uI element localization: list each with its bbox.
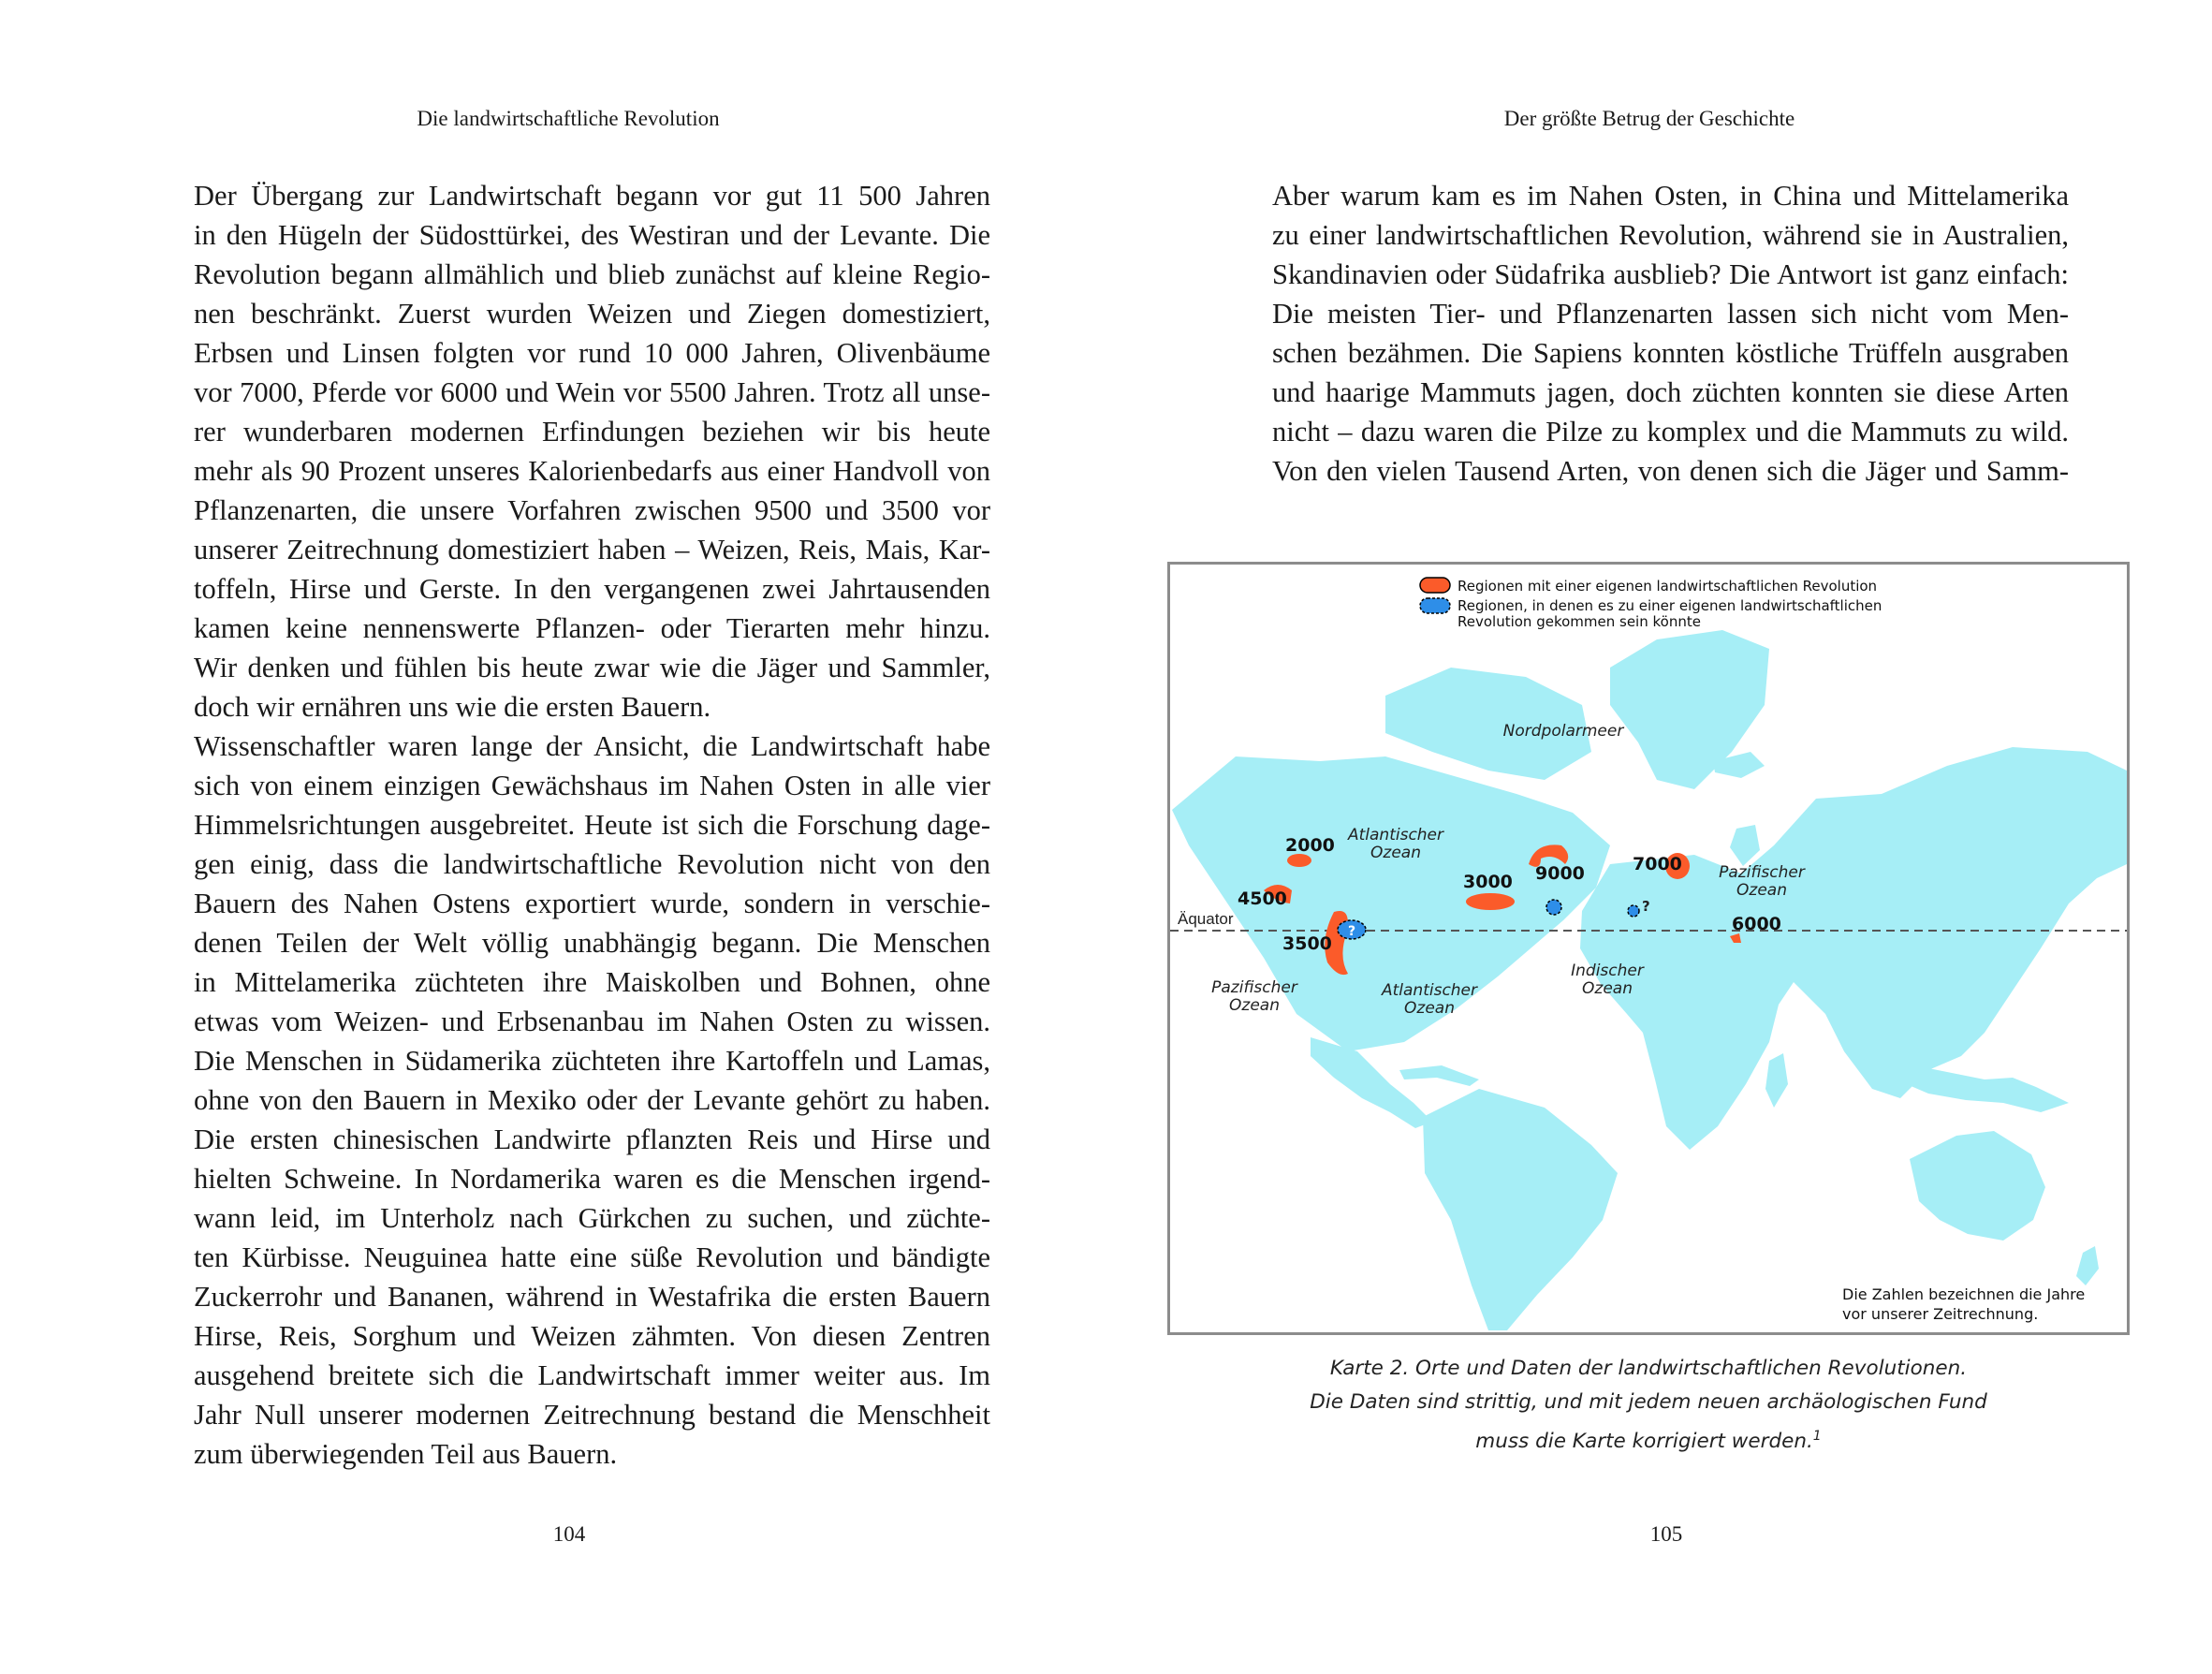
text-line: Wir denken und fühlen bis heute zwar wie die Jäger und Sammler,	[194, 652, 990, 683]
running-head-left: Die landwirtschaftliche Revolution	[417, 107, 720, 130]
map-note-line-1: Die Zahlen bezeichnen die Jahre	[1842, 1285, 2086, 1303]
text-line: Jahr Null unserer modernen Zeitrechnung bestand die Menschheit	[194, 1399, 990, 1431]
label-2000: 2000	[1285, 835, 1335, 856]
caption-line-1: Karte 2. Orte und Daten der landwirtschaftlichen Revolutionen.	[1329, 1357, 1968, 1380]
text-line: kamen keine nennenswerte Pflanzen- oder Tierarten mehr hinzu.	[194, 612, 990, 644]
text-line: Die Menschen in Südamerika züchteten ihre Kartoffeln und Lamas,	[194, 1045, 990, 1077]
page-number-left: 104	[552, 1522, 586, 1546]
label-atlantic-north-1: Atlantischer	[1347, 826, 1444, 844]
text-line: unserer Zeitrechnung domestiziert haben – Weizen, Reis, Mais, Kar-	[194, 534, 990, 565]
caption-footnote: 1	[1812, 1429, 1822, 1444]
label-pacific-east-2: Ozean	[1229, 996, 1280, 1015]
text-line: mehr als 90 Prozent unseres Kalorienbedarfs aus einer Handvoll von	[194, 455, 990, 487]
paragraph	[163, 176, 990, 727]
label-pacific-west-2: Ozean	[1736, 881, 1787, 900]
text-line: Der Übergang zur Landwirtschaft begann vor gut 11 500 Jahren	[194, 180, 990, 212]
text-line: Revolution begann allmählich und blieb zunächst auf kleine Regio-	[194, 258, 990, 290]
text-line: Hirse, Reis, Sorghum und Weizen zähmten. Von diesen Zentren	[194, 1320, 990, 1352]
caption-line-2: Die Daten sind strittig, und mit jedem neuen archäologischen Fund	[1310, 1390, 1987, 1414]
text-line: zu einer landwirtschaftlichen Revolution, während sie in Australien,	[1272, 219, 2069, 251]
text-line: doch wir ernähren uns wie die ersten Bauern.	[194, 691, 711, 723]
world-map-figure	[1167, 562, 2130, 1335]
equator-label: Äquator	[1178, 910, 1234, 928]
label-pacific-east-1: Pazifischer	[1211, 978, 1297, 997]
label-3500: 3500	[1282, 933, 1332, 954]
label-3000: 3000	[1463, 872, 1513, 892]
caption-line-3	[1167, 1419, 2130, 1459]
map-note-line-2: vor unserer Zeitrechnung.	[1842, 1305, 2039, 1323]
legend-possible-label-2: Revolution gekommen sein könnte	[1458, 613, 1701, 630]
legend-origin-label: Regionen mit einer eigenen landwirtschaftlichen Revolution	[1458, 578, 1878, 595]
region-west-africa	[1466, 893, 1515, 910]
text-line: rer wunderbaren modernen Erfindungen beziehen wir bis heute	[194, 416, 990, 448]
text-line: Bauern des Nahen Ostens exportiert wurde, sondern in verschie-	[194, 888, 990, 919]
text-line: Wissenschaftler waren lange der Ansicht, die Landwirtschaft habe	[194, 730, 990, 762]
text-line: Skandinavien oder Südafrika ausblieb? Die Antwort ist ganz einfach:	[1272, 258, 2069, 290]
label-atlantic-south-1: Atlantischer	[1381, 981, 1478, 1000]
label-atlantic-north-2: Ozean	[1370, 844, 1421, 862]
region-india-marker: ?	[1642, 898, 1650, 915]
text-line: Himmelsrichtungen ausgebreitet. Heute ist sich die Forschung dage-	[194, 809, 990, 841]
text-line: Aber warum kam es im Nahen Osten, in China und Mittelamerika	[1272, 180, 2069, 212]
label-4500: 4500	[1238, 888, 1287, 909]
text-line: nicht – dazu waren die Pilze zu komplex und die Mammuts zu wild.	[1272, 416, 2069, 448]
legend-possible-swatch	[1420, 598, 1450, 613]
world-map	[1170, 565, 2127, 1332]
text-line: sich von einem einzigen Gewächshaus im Nahen Osten in alle vier	[194, 770, 990, 801]
label-indian-1: Indischer	[1571, 962, 1644, 980]
text-line: ohne von den Bauern in Mexiko oder der Levante gehört zu haben.	[194, 1084, 990, 1116]
region-india-possible	[1628, 905, 1639, 917]
text-line: Die meisten Tier- und Pflanzenarten lassen sich nicht vom Men-	[1272, 298, 2069, 330]
text-line: ten Kürbisse. Neuguinea hatte eine süße Revolution und bändigte	[194, 1241, 990, 1273]
text-line: Zuckerrohr und Bananen, während in Westafrika die ersten Bauern	[194, 1281, 990, 1313]
text-line: in Mittelamerika züchteten ihre Maiskolben und Bohnen, ohne	[194, 966, 990, 998]
map-caption	[1167, 1352, 2130, 1459]
text-line: hielten Schweine. In Nordamerika waren es die Menschen irgend-	[194, 1163, 990, 1195]
page-number-right: 105	[1649, 1522, 1683, 1546]
text-line: ausgehend breitete sich die Landwirtschaft immer weiter aus. Im	[194, 1359, 990, 1391]
label-7000: 7000	[1633, 854, 1682, 874]
region-ethiopia-possible	[1546, 900, 1561, 915]
label-6000: 6000	[1732, 914, 1781, 934]
label-atlantic-south-2: Ozean	[1404, 999, 1455, 1018]
text-line: nen beschränkt. Zuerst wurden Weizen und Ziegen domestiziert,	[194, 298, 990, 330]
text-line: Pflanzenarten, die unsere Vorfahren zwischen 9500 und 3500 vor	[194, 494, 990, 526]
left-page-body	[163, 176, 990, 1474]
text-line: Erbsen und Linsen folgten vor rund 10 000 Jahren, Olivenbäume	[194, 337, 990, 369]
legend-possible-label-1: Regionen, in denen es zu einer eigenen landwirtschaftlichen	[1458, 597, 1882, 614]
legend-origin-swatch	[1420, 578, 1450, 593]
caption-line-3-text: muss die Karte korrigiert werden.	[1475, 1430, 1813, 1454]
text-line: etwas vom Weizen- und Erbsenanbau im Nahen Osten zu wissen.	[194, 1006, 990, 1037]
label-pacific-west-1: Pazifischer	[1719, 863, 1805, 882]
text-line: in den Hügeln der Südosttürkei, des Westiran und der Levante. Die	[194, 219, 990, 251]
running-head-right: Der größte Betrug der Geschichte	[1503, 107, 1795, 130]
text-line: gen einig, dass die landwirtschaftliche Revolution nicht von den	[194, 848, 990, 880]
paragraph	[163, 727, 990, 1474]
label-9000: 9000	[1535, 863, 1585, 884]
text-line: schen bezähmen. Die Sapiens konnten köstliche Trüffeln ausgraben	[1272, 337, 2069, 369]
region-amazon-marker: ?	[1347, 924, 1356, 939]
text-line: vor 7000, Pferde vor 6000 und Wein vor 5500 Jahren. Trotz all unse-	[194, 376, 990, 408]
right-page-body	[1241, 176, 2069, 491]
text-line: wann leid, im Unterholz nach Gürkchen zu suchen, und züchte-	[194, 1202, 990, 1234]
text-line: Von den vielen Tausend Arten, von denen sich die Jäger und Samm-	[1272, 455, 2069, 487]
label-indian-2: Ozean	[1582, 979, 1633, 998]
paragraph	[1241, 176, 2069, 491]
text-line: denen Teilen der Welt völlig unabhängig begann. Die Menschen	[194, 927, 990, 959]
text-line: und haarige Mammuts jagen, doch züchten konnten sie diese Arten	[1272, 376, 2069, 408]
region-north-america	[1287, 854, 1311, 867]
label-arctic: Nordpolarmeer	[1502, 722, 1624, 741]
text-line: toffeln, Hirse und Gerste. In den vergangenen zwei Jahrtausenden	[194, 573, 990, 605]
text-line: Die ersten chinesischen Landwirte pflanzten Reis und Hirse und	[194, 1123, 990, 1155]
text-line: zum überwiegenden Teil aus Bauern.	[194, 1438, 618, 1470]
